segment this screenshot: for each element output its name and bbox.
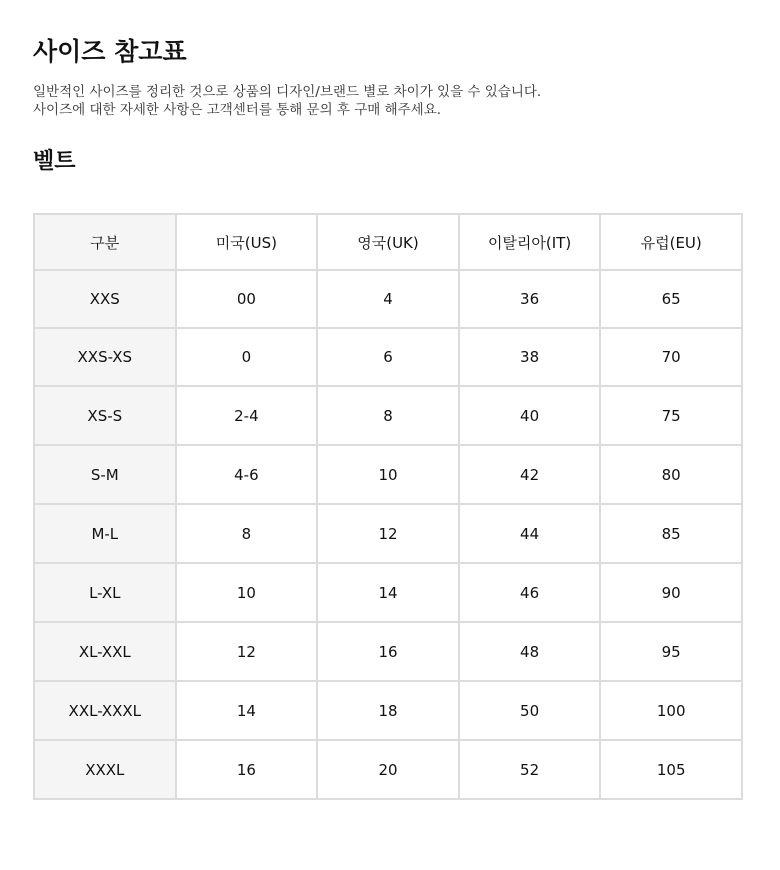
table-row [34,386,742,445]
table-cell-uk: 8 [317,386,459,445]
page-title: 사이즈 참고표 [33,37,187,66]
description-line: 일반적인 사이즈를 정리한 것으로 상품의 디자인/브랜드 별로 차이가 있을 수 있습니다. [33,84,542,100]
table-cell-uk: 4 [317,270,459,328]
table-cell-category: XXS [34,270,176,328]
column-header-eu: 유럽(EU) [600,214,742,270]
table-row [34,622,742,681]
table-cell-us: 8 [176,504,318,563]
table-cell-eu: 75 [600,386,742,445]
table-cell-eu: 70 [600,328,742,386]
table-cell-us: 0 [176,328,318,386]
table-cell-it: 48 [459,622,601,681]
table-cell-it: 38 [459,328,601,386]
page-description [33,83,541,119]
table-cell-us: 2-4 [176,386,318,445]
table-cell-category: XL-XXL [34,622,176,681]
table-cell-uk: 6 [317,328,459,386]
table-cell-category: L-XL [34,563,176,622]
table-cell-it: 36 [459,270,601,328]
table-cell-category: XXS-XS [34,328,176,386]
table-cell-category: XXL-XXXL [34,681,176,740]
table-cell-us: 12 [176,622,318,681]
table-header-row [34,214,742,270]
table-row [34,740,742,799]
table-cell-uk: 12 [317,504,459,563]
table-row [34,563,742,622]
description-line: 사이즈에 대한 자세한 사항은 고객센터를 통해 문의 후 구매 해주세요. [33,102,442,118]
table-cell-uk: 18 [317,681,459,740]
section-title-belt: 벨트 [33,149,76,174]
table-cell-us: 10 [176,563,318,622]
column-header-it: 이탈리아(IT) [459,214,601,270]
table-cell-uk: 20 [317,740,459,799]
table-cell-eu: 100 [600,681,742,740]
column-header-us: 미국(US) [176,214,318,270]
table-cell-it: 42 [459,445,601,504]
table-cell-it: 40 [459,386,601,445]
table-cell-uk: 14 [317,563,459,622]
table-row [34,681,742,740]
table-cell-us: 14 [176,681,318,740]
table-cell-it: 52 [459,740,601,799]
column-header-uk: 영국(UK) [317,214,459,270]
table-cell-uk: 10 [317,445,459,504]
table-cell-eu: 90 [600,563,742,622]
table-row [34,328,742,386]
table-cell-eu: 65 [600,270,742,328]
table-cell-category: M-L [34,504,176,563]
table-cell-category: XS-S [34,386,176,445]
table-cell-uk: 16 [317,622,459,681]
table-cell-eu: 85 [600,504,742,563]
table-cell-it: 46 [459,563,601,622]
table-body [34,270,742,799]
table-cell-us: 16 [176,740,318,799]
table-cell-eu: 80 [600,445,742,504]
column-header-category: 구분 [34,214,176,270]
table-row [34,270,742,328]
table-cell-eu: 95 [600,622,742,681]
table-cell-it: 44 [459,504,601,563]
table-cell-eu: 105 [600,740,742,799]
table-cell-category: S-M [34,445,176,504]
table-cell-us: 4-6 [176,445,318,504]
table-cell-it: 50 [459,681,601,740]
table-cell-us: 00 [176,270,318,328]
table-row [34,445,742,504]
table-row [34,504,742,563]
table-cell-category: XXXL [34,740,176,799]
size-table [33,213,743,800]
